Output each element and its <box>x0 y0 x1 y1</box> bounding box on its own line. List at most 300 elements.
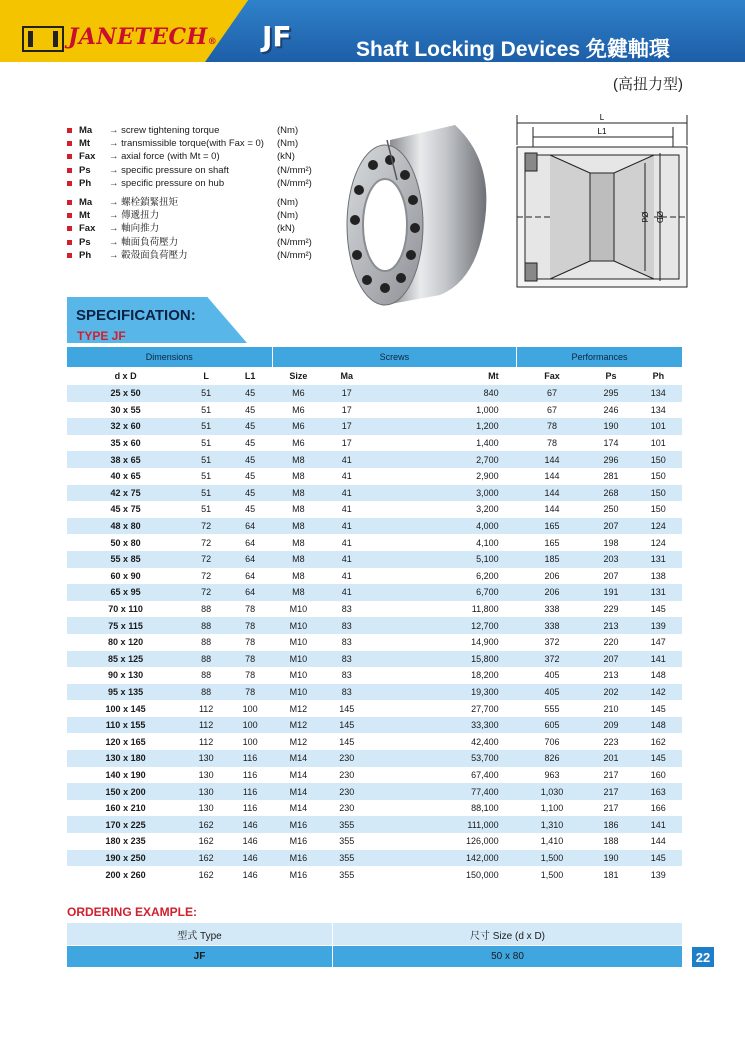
table-cell: 162 <box>184 866 228 883</box>
table-cell: 88 <box>184 617 228 634</box>
table-cell: 405 <box>517 667 588 684</box>
table-cell: 295 <box>587 385 634 402</box>
table-cell: 48 x 80 <box>67 518 184 535</box>
table-cell: 131 <box>635 551 682 568</box>
table-cell: 116 <box>228 767 272 784</box>
dim-d: Ød <box>640 211 649 223</box>
table-cell: 41 <box>325 518 369 535</box>
table-cell: 213 <box>587 667 634 684</box>
table-cell: 201 <box>587 750 634 767</box>
table-row <box>67 684 682 701</box>
table-cell: M8 <box>272 468 325 485</box>
table-cell: M12 <box>272 733 325 750</box>
table-row <box>67 866 682 883</box>
table-cell: 72 <box>184 584 228 601</box>
group-dimensions: Dimensions <box>67 347 272 367</box>
table-cell: 17 <box>325 418 369 435</box>
table-cell: 338 <box>517 617 588 634</box>
table-cell: 2,700 <box>369 451 517 468</box>
table-cell: 188 <box>587 833 634 850</box>
table-row <box>67 816 682 833</box>
table-cell: M6 <box>272 402 325 419</box>
table-cell: 64 <box>228 551 272 568</box>
table-cell: 190 x 250 <box>67 850 184 867</box>
table-cell: 1,500 <box>517 866 588 883</box>
table-cell: 145 <box>325 733 369 750</box>
table-cell: 203 <box>587 551 634 568</box>
table-cell: 41 <box>325 568 369 585</box>
column-header: Size <box>289 371 308 381</box>
table-cell: M8 <box>272 584 325 601</box>
table-cell: M14 <box>272 767 325 784</box>
table-cell: 25 x 50 <box>67 385 184 402</box>
table-row <box>67 750 682 767</box>
table-cell: 1,500 <box>517 850 588 867</box>
bullet-icon <box>67 181 72 186</box>
table-row <box>67 451 682 468</box>
table-cell: 126,000 <box>369 833 517 850</box>
ordering-title: ORDERING EXAMPLE: <box>67 905 198 919</box>
bullet-icon <box>67 253 72 258</box>
bullet-icon <box>67 226 72 231</box>
table-cell: 65 x 95 <box>67 584 184 601</box>
table-cell: 3,200 <box>369 501 517 518</box>
table-cell: 33,300 <box>369 717 517 734</box>
table-cell: 41 <box>325 534 369 551</box>
table-cell: 146 <box>228 850 272 867</box>
legend-symbol: Ps <box>79 164 91 176</box>
table-cell: M14 <box>272 783 325 800</box>
table-cell: 160 <box>635 767 682 784</box>
table-row <box>67 733 682 750</box>
table-cell: 229 <box>587 601 634 618</box>
table-cell: M16 <box>272 866 325 883</box>
table-cell: M12 <box>272 717 325 734</box>
table-cell: 250 <box>587 501 634 518</box>
table-row <box>67 435 682 452</box>
legend-unit: (kN) <box>277 223 295 235</box>
legend-unit: (N/mm²) <box>277 164 312 176</box>
table-cell: 150 <box>635 485 682 502</box>
table-cell: 41 <box>325 584 369 601</box>
table-row <box>67 385 682 402</box>
legend-unit: (kN) <box>277 151 295 163</box>
table-cell: 706 <box>517 733 588 750</box>
table-cell: 116 <box>228 783 272 800</box>
table-cell: 83 <box>325 651 369 668</box>
table-cell: 3,000 <box>369 485 517 502</box>
table-cell: 145 <box>635 700 682 717</box>
table-cell: 70 x 110 <box>67 601 184 618</box>
table-cell: 64 <box>228 534 272 551</box>
table-cell: 78 <box>517 418 588 435</box>
table-row <box>67 667 682 684</box>
table-cell: 75 x 115 <box>67 617 184 634</box>
table-cell: M10 <box>272 684 325 701</box>
page-subtitle: (高扭力型) <box>613 76 683 93</box>
table-row <box>67 551 682 568</box>
table-cell: 372 <box>517 651 588 668</box>
table-cell: 72 <box>184 534 228 551</box>
table-cell: 72 <box>184 518 228 535</box>
table-cell: 165 <box>517 534 588 551</box>
column-header: Ma <box>340 371 353 381</box>
table-cell: 139 <box>635 866 682 883</box>
table-cell: 223 <box>587 733 634 750</box>
table-cell: 150 <box>635 468 682 485</box>
table-cell: 95 x 135 <box>67 684 184 701</box>
column-header: Fax <box>544 371 560 381</box>
table-cell: 72 <box>184 551 228 568</box>
table-cell: 230 <box>325 800 369 817</box>
table-cell: 230 <box>325 783 369 800</box>
column-header: L1 <box>244 371 256 381</box>
table-cell: 166 <box>635 800 682 817</box>
table-cell: 185 <box>517 551 588 568</box>
table-row <box>67 601 682 618</box>
legend-unit: (Nm) <box>277 138 299 150</box>
table-cell: 146 <box>228 833 272 850</box>
model-code: JF <box>262 20 292 53</box>
table-cell: 78 <box>228 684 272 701</box>
table-cell: 296 <box>587 451 634 468</box>
table-cell: 190 <box>587 418 634 435</box>
legend-symbol: Ph <box>79 249 92 261</box>
table-cell: 180 x 235 <box>67 833 184 850</box>
table-cell: 206 <box>517 584 588 601</box>
table-cell: 100 <box>228 700 272 717</box>
table-row <box>67 783 682 800</box>
legend-symbol: Mt <box>79 210 91 222</box>
table-cell: M8 <box>272 451 325 468</box>
table-cell: 15,800 <box>369 651 517 668</box>
table-cell: 1,000 <box>369 402 517 419</box>
table-cell: 134 <box>635 385 682 402</box>
table-cell: 338 <box>517 601 588 618</box>
table-cell: 207 <box>587 568 634 585</box>
table-cell: M14 <box>272 750 325 767</box>
table-cell: 268 <box>587 485 634 502</box>
table-cell: 6,200 <box>369 568 517 585</box>
table-cell: 138 <box>635 568 682 585</box>
table-cell: 217 <box>587 767 634 784</box>
table-row <box>67 634 682 651</box>
table-cell: 230 <box>325 767 369 784</box>
table-cell: 88 <box>184 634 228 651</box>
table-cell: 6,700 <box>369 584 517 601</box>
table-cell: M8 <box>272 518 325 535</box>
legend-unit: (N/mm²) <box>277 249 312 261</box>
table-cell: 230 <box>325 750 369 767</box>
brand-name: JANETECH® <box>68 24 218 50</box>
table-cell: 45 <box>228 385 272 402</box>
table-cell: 142 <box>635 684 682 701</box>
table-cell: 41 <box>325 468 369 485</box>
table-cell: 355 <box>325 866 369 883</box>
table-cell: 209 <box>587 717 634 734</box>
legend-symbol: Mt <box>79 138 91 150</box>
legend-unit: (N/mm²) <box>277 177 312 189</box>
table-cell: 145 <box>325 717 369 734</box>
table-cell: 41 <box>325 551 369 568</box>
table-cell: 190 <box>587 850 634 867</box>
table-cell: 42,400 <box>369 733 517 750</box>
table-cell: 83 <box>325 667 369 684</box>
table-cell: 110 x 155 <box>67 717 184 734</box>
table-cell: 38 x 65 <box>67 451 184 468</box>
page-title: Shaft Locking Devices 免鍵軸環 <box>356 38 670 61</box>
table-cell: 150,000 <box>369 866 517 883</box>
legend-description: → axial force (with Mt = 0) <box>109 151 220 163</box>
table-cell: M6 <box>272 435 325 452</box>
table-cell: M8 <box>272 568 325 585</box>
table-row <box>67 402 682 419</box>
column-header: Mt <box>488 371 499 381</box>
table-cell: 45 <box>228 435 272 452</box>
legend-description: → 軸面負荷壓力 <box>109 236 179 248</box>
table-row <box>67 767 682 784</box>
legend-unit: (N/mm²) <box>277 236 312 248</box>
table-row <box>67 518 682 535</box>
technical-drawing <box>505 105 715 300</box>
table-cell: 840 <box>369 385 517 402</box>
table-cell: 145 <box>635 601 682 618</box>
table-cell: 130 <box>184 800 228 817</box>
table-row <box>67 800 682 817</box>
table-cell: 112 <box>184 717 228 734</box>
table-cell: 51 <box>184 435 228 452</box>
table-cell: 142,000 <box>369 850 517 867</box>
table-cell: 124 <box>635 518 682 535</box>
table-cell: 19,300 <box>369 684 517 701</box>
table-cell: 112 <box>184 700 228 717</box>
legend-unit: (Nm) <box>277 125 299 136</box>
table-cell: 246 <box>587 402 634 419</box>
table-cell: 88 <box>184 667 228 684</box>
table-cell: 130 <box>184 767 228 784</box>
table-cell: 30 x 55 <box>67 402 184 419</box>
table-cell: 2,900 <box>369 468 517 485</box>
legend-description: → transmissible torque(with Fax = 0) <box>109 138 264 150</box>
table-cell: 45 <box>228 418 272 435</box>
table-cell: M16 <box>272 816 325 833</box>
table-cell: 77,400 <box>369 783 517 800</box>
table-cell: 83 <box>325 601 369 618</box>
brand-logo-icon <box>22 26 64 52</box>
table-cell: 144 <box>635 833 682 850</box>
table-cell: 141 <box>635 651 682 668</box>
table-cell: 141 <box>635 816 682 833</box>
table-cell: 148 <box>635 717 682 734</box>
table-cell: M10 <box>272 634 325 651</box>
table-cell: 88 <box>184 651 228 668</box>
table-cell: 1,400 <box>369 435 517 452</box>
table-cell: 67 <box>517 385 588 402</box>
table-cell: 17 <box>325 435 369 452</box>
table-cell: 134 <box>635 402 682 419</box>
table-cell: M8 <box>272 551 325 568</box>
table-row <box>67 534 682 551</box>
table-cell: 78 <box>228 634 272 651</box>
legend-description: → screw tightening torque <box>109 125 220 136</box>
dim-D: ØD <box>655 211 664 223</box>
legend-symbol: Ph <box>79 177 92 189</box>
spec-table <box>67 347 682 883</box>
table-cell: 217 <box>587 800 634 817</box>
table-cell: 131 <box>635 584 682 601</box>
arrow-icon: → <box>109 223 119 235</box>
table-cell: 32 x 60 <box>67 418 184 435</box>
table-cell: 88 <box>184 684 228 701</box>
table-cell: 145 <box>325 700 369 717</box>
table-cell: 162 <box>184 833 228 850</box>
table-cell: 78 <box>228 601 272 618</box>
table-row <box>67 850 682 867</box>
legend-description: → 軸向推力 <box>109 223 160 235</box>
table-cell: 405 <box>517 684 588 701</box>
table-cell: 147 <box>635 634 682 651</box>
table-cell: 116 <box>228 800 272 817</box>
table-row <box>67 651 682 668</box>
table-cell: 146 <box>228 816 272 833</box>
table-cell: 67 <box>517 402 588 419</box>
table-cell: 160 x 210 <box>67 800 184 817</box>
arrow-icon: → <box>109 249 119 261</box>
table-cell: 124 <box>635 534 682 551</box>
legend-description: → 傳遞扭力 <box>109 210 160 222</box>
table-cell: 217 <box>587 783 634 800</box>
table-cell: 17 <box>325 385 369 402</box>
dim-L: L <box>599 113 605 122</box>
table-cell: 78 <box>228 667 272 684</box>
table-row <box>67 717 682 734</box>
legend-description: → specific pressure on shaft <box>109 164 229 176</box>
table-cell: 210 <box>587 700 634 717</box>
table-cell: 45 <box>228 485 272 502</box>
table-cell: 80 x 120 <box>67 634 184 651</box>
table-cell: 45 x 75 <box>67 501 184 518</box>
table-cell: 78 <box>228 651 272 668</box>
table-cell: 145 <box>635 850 682 867</box>
table-cell: 170 x 225 <box>67 816 184 833</box>
table-cell: M8 <box>272 534 325 551</box>
table-cell: 85 x 125 <box>67 651 184 668</box>
table-cell: 198 <box>587 534 634 551</box>
table-cell: 83 <box>325 684 369 701</box>
bullet-icon <box>67 128 72 133</box>
bullet-icon <box>67 154 72 159</box>
table-cell: 206 <box>517 568 588 585</box>
column-header: Ph <box>652 371 665 381</box>
table-cell: 130 <box>184 750 228 767</box>
table-cell: 146 <box>228 866 272 883</box>
table-cell: 41 <box>325 485 369 502</box>
table-cell: 1,200 <box>369 418 517 435</box>
table-row <box>67 568 682 585</box>
table-cell: 18,200 <box>369 667 517 684</box>
table-cell: 144 <box>517 468 588 485</box>
arrow-icon: → <box>109 236 119 248</box>
group-screws: Screws <box>272 347 517 367</box>
table-cell: 64 <box>228 584 272 601</box>
table-cell: 140 x 190 <box>67 767 184 784</box>
table-cell: 51 <box>184 485 228 502</box>
table-cell: 207 <box>587 651 634 668</box>
table-cell: 88 <box>184 601 228 618</box>
legend-symbol: Ma <box>79 197 93 208</box>
table-cell: 130 x 180 <box>67 750 184 767</box>
table-cell: 144 <box>517 485 588 502</box>
table-cell: 130 <box>184 783 228 800</box>
table-row <box>67 700 682 717</box>
bullet-icon <box>67 168 72 173</box>
table-row <box>67 485 682 502</box>
table-cell: 4,000 <box>369 518 517 535</box>
table-cell: 100 x 145 <box>67 700 184 717</box>
table-cell: 88,100 <box>369 800 517 817</box>
table-cell: 174 <box>587 435 634 452</box>
table-cell: 100 <box>228 733 272 750</box>
table-cell: 200 x 260 <box>67 866 184 883</box>
table-cell: 83 <box>325 617 369 634</box>
table-cell: 101 <box>635 435 682 452</box>
table-row <box>67 418 682 435</box>
table-cell: 1,100 <box>517 800 588 817</box>
table-cell: 150 x 200 <box>67 783 184 800</box>
table-cell: 112 <box>184 733 228 750</box>
table-cell: 78 <box>517 435 588 452</box>
table-cell: 1,410 <box>517 833 588 850</box>
table-cell: 64 <box>228 568 272 585</box>
table-cell: 51 <box>184 468 228 485</box>
legend-unit: (Nm) <box>277 210 299 222</box>
table-cell: 51 <box>184 418 228 435</box>
table-cell: 148 <box>635 667 682 684</box>
table-cell: M10 <box>272 601 325 618</box>
arrow-icon: → <box>109 164 119 176</box>
table-cell: M10 <box>272 651 325 668</box>
table-cell: 150 <box>635 501 682 518</box>
table-row <box>67 617 682 634</box>
table-cell: 191 <box>587 584 634 601</box>
table-cell: 100 <box>228 717 272 734</box>
table-cell: 207 <box>587 518 634 535</box>
arrow-icon: → <box>109 210 119 222</box>
table-cell: 78 <box>228 617 272 634</box>
table-cell: 41 <box>325 451 369 468</box>
table-cell: 35 x 60 <box>67 435 184 452</box>
table-cell: 51 <box>184 402 228 419</box>
group-performances: Performances <box>517 347 682 367</box>
table-cell: 120 x 165 <box>67 733 184 750</box>
table-cell: 12,700 <box>369 617 517 634</box>
table-cell: 1,310 <box>517 816 588 833</box>
table-cell: 163 <box>635 783 682 800</box>
product-photo <box>345 120 495 310</box>
table-cell: M8 <box>272 485 325 502</box>
legend-symbol: Ma <box>79 125 93 136</box>
table-cell: 11,800 <box>369 601 517 618</box>
table-cell: 162 <box>184 816 228 833</box>
table-cell: 27,700 <box>369 700 517 717</box>
table-cell: 72 <box>184 568 228 585</box>
table-cell: 111,000 <box>369 816 517 833</box>
page-number: 22 <box>692 947 714 967</box>
legend-symbol: Fax <box>79 151 96 163</box>
table-cell: 83 <box>325 634 369 651</box>
table-cell: 101 <box>635 418 682 435</box>
table-cell: 213 <box>587 617 634 634</box>
